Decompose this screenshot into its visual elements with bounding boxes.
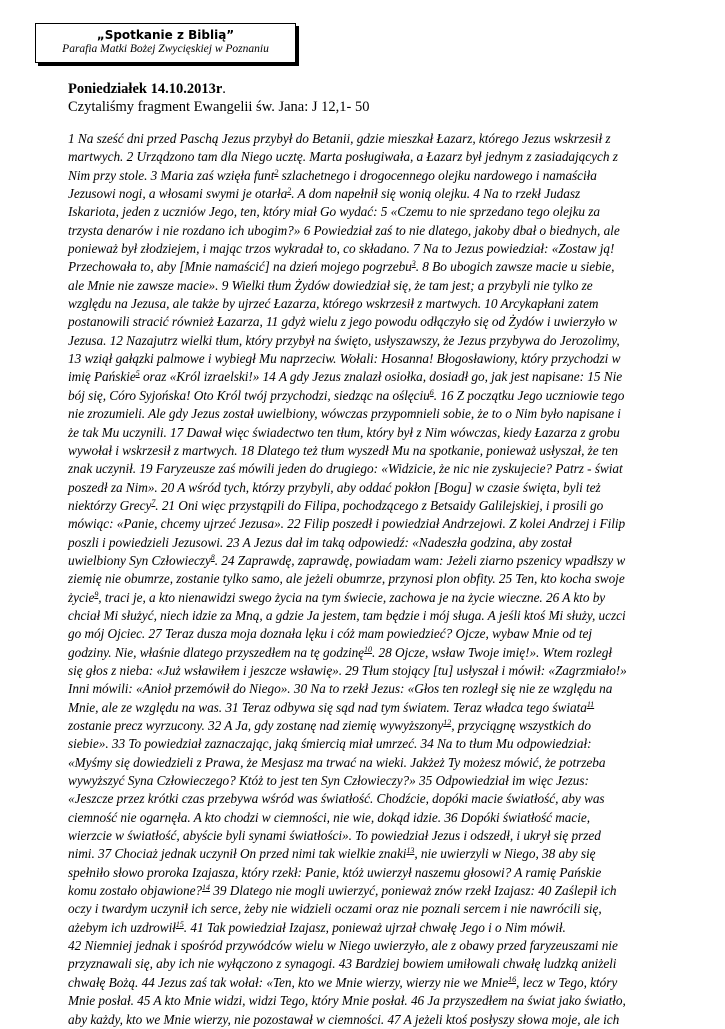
footnote-marker[interactable]: 15	[175, 919, 184, 929]
footnote-marker[interactable]: 12	[443, 718, 452, 727]
text-line: Jezusa. 12 Nazajutrz wielki tłum, który przybył na święto, usłyszawszy, że Jezus przybywa do Jerozolimy,	[68, 332, 620, 348]
text-segment: zostanie precz wyrzucony. 32 A Ja, gdy zostanę nad ziemię wywyższony	[68, 718, 444, 733]
text-line: wywyższyć Syna Człowieczego? Któż to jest ten Syn Człowieczy?» 35 Odpowiedział im więc Jezus:	[68, 773, 589, 789]
text-segment: bój się, Córo Syjońska! Oto Król twój przychodzi, siedząc na oślęciu	[68, 387, 430, 403]
text-line: oczy i twardym uczynił ich serce, żeby nie widzieli oczami oraz nie poznali sercem i nie nawrócili się,	[68, 901, 602, 917]
text-line	[68, 552, 690, 570]
text-line: spełniło słowo proroka Izajasza, który rzekł: Panie, któż uwierzył naszemu głosowi? A ramię Pańskie	[68, 864, 602, 880]
text-line: przyznawali się, aby ich nie wyłączono z synagogi. 43 Bardziej bowiem umiłowali chwałę ludzką aniżeli	[68, 956, 617, 972]
text-segment: uwielbiony Syn Człowieczy	[68, 552, 211, 568]
text-line: ciemność nie ogarnęła. A kto chodzi w ciemności, nie wie, dokąd idzie. 36 Dopóki światłość macie,	[68, 809, 591, 825]
text-line: poszedł za Nim». 20 A wśród tych, którzy przybyli, aby oddać pokłon [Bogu] w czasie święta, byli też	[68, 479, 601, 495]
footnote-marker[interactable]: 14	[202, 883, 210, 893]
footnote-marker[interactable]: 9	[94, 589, 99, 599]
text-line: poszli i powiedzieli Jezusowi. 23 A Jezus dał im taką odpowiedź: «Nadeszła godzina, aby został	[68, 534, 572, 550]
text-line: 42 Niemniej jednak i spośród przywódców wielu w Niego uwierzyło, ale z obawy przed faryzeuszami nie	[68, 938, 618, 954]
footnote-marker[interactable]: 2	[287, 186, 292, 196]
text-segment: godziny. Nie, właśnie dlatego przyszedłem na tę godzinę	[68, 644, 365, 660]
text-line	[68, 167, 690, 185]
text-line	[68, 882, 690, 900]
text-line: chciał Mi służyć, niech idzie za Mną, a gdzie Ja jestem, tam będzie i mój sługa. A jeśli ktoś Mi służy, uczci	[68, 607, 626, 623]
footnote-marker[interactable]: 5	[135, 369, 140, 379]
footnote-marker[interactable]: 10	[364, 644, 372, 654]
text-segment: imię Pańskie	[68, 369, 136, 385]
footnote-marker[interactable]: 7	[151, 497, 156, 507]
text-segment: , lecz w Tego, który	[516, 974, 618, 990]
footnote-marker[interactable]: 3	[411, 259, 416, 269]
header-subtitle: Parafia Matki Bożej Zwycięskiej w Poznaniu	[62, 43, 269, 55]
text-line	[68, 699, 690, 717]
text-segment: chwałę Bożą. 44 Jezus zaś tak wołał: «Ten, kto we Mnie wierzy, wierzy nie we Mnie	[68, 974, 509, 990]
text-segment: życie	[68, 589, 95, 605]
text-line: ale Mnie nie zawsze macie». 9 Wielki tłum Żydów dowiedział się, że tam jest; a przybyli nie tylko ze	[68, 277, 593, 293]
header-title: „Spotkanie z Biblią”	[96, 28, 235, 42]
text-segment: . 41 Tak powiedział Izajasz, ponieważ ujrzał chwałę Jego i o Nim mówił.	[183, 919, 566, 935]
text-line: wierzcie w światłość, abyście byli synami światłości». To powiedział Jezus i odszedł, i ukrył się przed	[68, 828, 601, 844]
text-segment: nimi. 37 Chociaż jednak uczynił On przed nimi tak wielkie znaki	[68, 846, 407, 862]
text-line: siebie». 33 To powiedział zaznaczając, jaką śmiercią miał umrzeć. 34 Na to tłum Mu odpowiedział:	[68, 736, 592, 752]
text-segment: Przechowała to, aby [Mnie namaścić] na dzień mojego pogrzebu	[68, 259, 412, 275]
text-segment: , nie uwierzyli w Niego, 38 aby się	[414, 846, 596, 862]
text-line	[68, 185, 690, 203]
meeting-date: Poniedziałek 14.10.2013r	[68, 81, 223, 97]
text-segment: . 28 Ojcze, wsław Twoje imię!». Wtem rozległ	[371, 644, 613, 660]
text-line	[68, 368, 690, 386]
text-line: «Myśmy się dowiedzieli z Prawa, że Mesjasz ma trwać na wieki. Jakżeż Ty możesz mówić, że potrzeba	[68, 754, 606, 770]
text-segment: , traci je, a kto nienawidzi swego życia na tym świecie, zachowa je na życie wieczne. 26 A kto by	[98, 589, 606, 605]
text-line	[68, 845, 690, 863]
text-line: ziemię nie obumrze, zostanie tylko samo, ale jeżeli obumrze, przynosi plon obfity. 25 Ten, kto kocha swoje	[68, 571, 625, 587]
text-line: się głos z nieba: «Już wsławiłem i jeszcze wsławię». 29 Tłum stojący [tu] usłyszał i mówił: «Zagrzmiało!»	[68, 662, 627, 678]
text-segment: . A dom napełnił się wonią olejku. 4 Na to rzekł Judasz	[291, 186, 581, 202]
text-segment: Nim przy stole. 3 Maria zaś wzięła funt	[68, 167, 275, 183]
text-line	[68, 258, 690, 276]
meeting-date-line	[68, 80, 226, 98]
text-line: wywołał i wskrzesił z martwych. 18 Dlatego też tłum wyszedł Mu na spotkanie, ponieważ usłyszał, że ten	[68, 442, 619, 458]
text-line: «Jeszcze przez krótki czas przebywa wśród was światłość. Chodźcie, dopóki macie światłość, aby was	[68, 791, 605, 807]
text-line: względu na Jezusa, ale także by ujrzeć Łazarza, którego wskrzesił z martwych. 10 Arcykapłani zatem	[68, 296, 599, 312]
footnote-marker[interactable]: 6	[429, 387, 434, 397]
footnote-marker[interactable]: 11	[586, 699, 595, 709]
text-segment: 39 Dlatego nie mogli uwierzyć, ponieważ znów rzekł Izajasz: 40 Zaślepił ich	[209, 883, 617, 899]
header-box	[35, 23, 296, 63]
text-segment: Mnie, ale ze względu na was. 31 Teraz odbywa się sąd nad tym światem. Teraz władca tego świata	[68, 699, 587, 715]
text-line: martwych. 2 Urządzono tam dla Niego ucztę. Marta posługiwała, a Łazarz był jednym z zasiadających z	[68, 149, 618, 165]
reading-fragment: Czytaliśmy fragment Ewangelii św. Jana: J 12,1- 50	[68, 99, 370, 115]
text-line: 1 Na sześć dni przed Paschą Jezus przybył do Betanii, gdzie mieszkał Łazarz, którego Jezus wskrzesił z	[68, 131, 611, 146]
text-segment: szlachetnego i drogocennego olejku nardowego i namaściła	[278, 167, 597, 183]
scripture-text	[68, 130, 690, 1029]
text-segment: niektórzy Grecy	[68, 497, 152, 513]
text-line: go mój Ojciec. 27 Teraz dusza moja doznała lęku i cóż mam powiedzieć? Ojcze, wybaw Mnie od tej	[68, 626, 593, 642]
text-line: mówiąc: «Panie, chcemy ujrzeć Jezusa». 22 Filip poszedł i powiedział Andrzejowi. Z kolei Andrzej i Filip	[68, 516, 626, 532]
text-segment: . 24 Zaprawdę, zaprawdę, powiadam wam: Jeżeli ziarno pszenicy wpadłszy w	[214, 552, 626, 568]
text-line	[68, 644, 690, 662]
text-line: nie zrozumieli. Ale gdy Jezus został uwielbiony, wówczas przypomnieli sobie, że to o Nim było napisane i	[68, 406, 621, 422]
text-line: Mnie posłał. 45 A kto Mnie widzi, widzi Tego, który Mnie posłał. 46 Ja przyszedłem na świat jako światło,	[68, 993, 626, 1009]
text-segment: . 16 Z początku Jego uczniowie tego	[433, 387, 625, 403]
text-line	[68, 387, 690, 405]
text-line: że tak Mu uczynili. 17 Dawał więc świadectwo ten tłum, który był z Nim wówczas, kiedy Łazarza z grobu	[68, 424, 620, 440]
footnote-marker[interactable]: 16	[508, 974, 517, 984]
text-line: ponieważ był złodziejem, i mając trzos wykradał to, co składano. 7 Na to Jezus powiedział: «Zostaw ją!	[68, 241, 615, 257]
text-segment: komu zostało objawione?	[68, 883, 203, 899]
text-line	[68, 974, 690, 992]
text-segment: Jezusowi nogi, a włosami swymi je otarła	[68, 186, 288, 202]
footnote-marker[interactable]: 13	[406, 846, 415, 856]
footnote-marker[interactable]: 8	[210, 552, 215, 562]
text-segment: , przyciągnę wszystkich do	[451, 718, 591, 733]
text-segment: ażebym ich uzdrowił	[68, 919, 176, 935]
text-line: aby każdy, kto we Mnie wierzy, nie pozostawał w ciemności. 47 A jeżeli ktoś posłyszy słowa moje, ale ich	[68, 1011, 620, 1027]
text-segment: oraz «Król izraelski!» 14 A gdy Jezus znalazł osiołka, dosiadł go, jak jest napisane: 15 Nie	[139, 369, 623, 385]
text-line	[68, 717, 690, 735]
text-line	[68, 497, 690, 515]
text-line	[68, 589, 690, 607]
text-line: 13 wziął gałązki palmowe i wybiegł Mu naprzeciw. Wołali: Hosanna! Błogosławiony, który przychodzi w	[68, 351, 621, 367]
text-line: znak uczynił. 19 Faryzeusze zaś mówili jeden do drugiego: «Widzicie, że nic nie zyskujecie? Patrz - świat	[68, 461, 623, 477]
text-line	[68, 919, 690, 937]
meeting-date-suffix: .	[222, 81, 226, 97]
text-line: trzysta denarów i nie rozdano ich ubogim?» 6 Powiedział zaś to nie dlatego, jakoby dbał o biednych, ale	[68, 222, 620, 238]
text-segment: . 21 Oni więc przystąpili do Filipa, pochodzącego z Betsaidy Galilejskiej, i prosili go	[155, 497, 604, 513]
footnote-marker[interactable]: 2	[274, 167, 279, 177]
text-line: Inni mówili: «Anioł przemówił do Niego». 30 Na to rzekł Jezus: «Głos ten rozległ się nie ze względu na	[68, 681, 613, 697]
text-segment: . 8 Bo ubogich zawsze macie u siebie,	[415, 259, 615, 275]
text-line: Iskariota, jeden z uczniów Jego, ten, który miał Go wydać: 5 «Czemu to nie sprzedano tego olejku za	[68, 204, 601, 220]
text-line: postanowili stracić również Łazarza, 11 gdyż wielu z jego powodu odłączyło się od Żydów i uwierzyło w	[68, 314, 618, 330]
